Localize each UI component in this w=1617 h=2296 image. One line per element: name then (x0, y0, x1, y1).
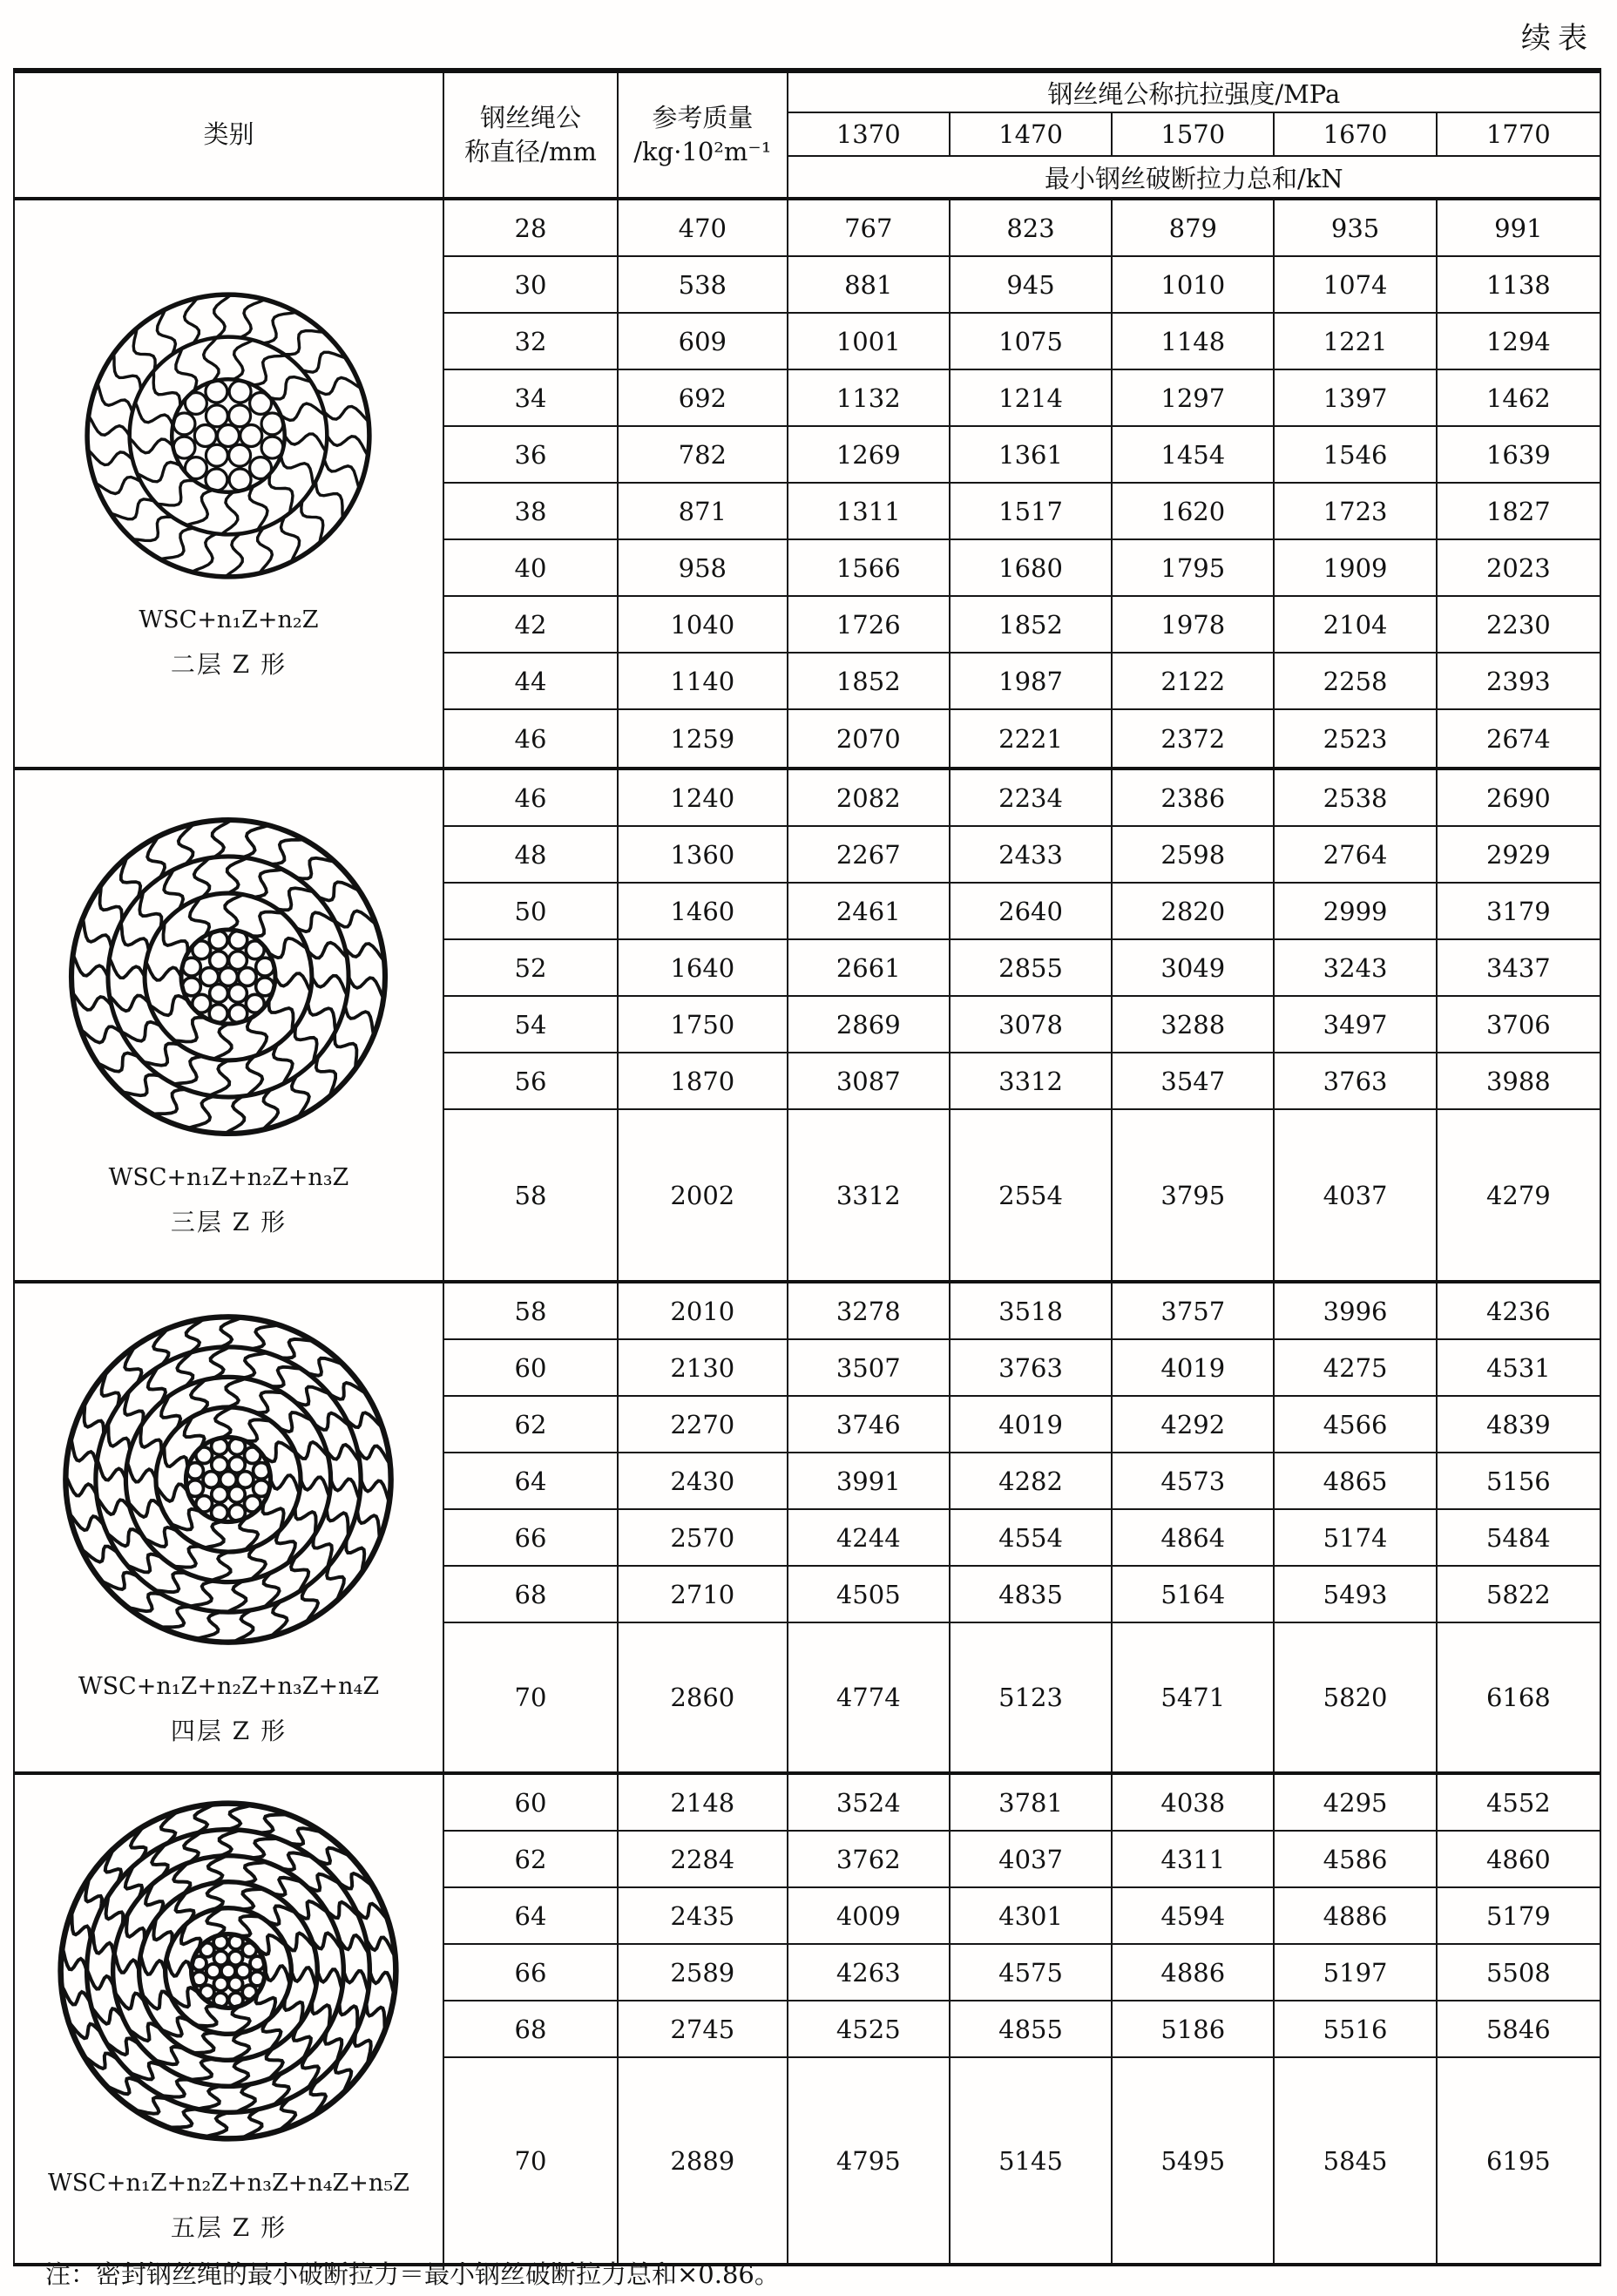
force-1470-cell: 2221 (951, 710, 1113, 767)
force-1470-cell: 4554 (951, 1510, 1113, 1567)
force-1670-cell: 3243 (1275, 940, 1437, 997)
diameter-cell: 70 (444, 1623, 619, 1771)
header-diameter (444, 73, 619, 197)
force-1370-cell: 2070 (788, 710, 951, 767)
force-1770-cell: 4531 (1438, 1340, 1600, 1397)
diameter-cell: 40 (444, 540, 619, 597)
force-1370-cell: 3087 (788, 1053, 951, 1110)
force-1670-cell: 4295 (1275, 1775, 1437, 1832)
force-1570-cell: 1620 (1113, 484, 1275, 540)
force-1370-cell: 1269 (788, 427, 951, 484)
force-1370-cell: 3991 (788, 1453, 951, 1510)
force-1670-cell: 1723 (1275, 484, 1437, 540)
force-1570-cell: 2820 (1113, 884, 1275, 940)
force-1570-cell: 4038 (1113, 1775, 1275, 1832)
force-1670-cell: 3996 (1275, 1283, 1437, 1340)
force-1570-cell: 1297 (1113, 370, 1275, 427)
force-1770-cell: 1827 (1438, 484, 1600, 540)
force-1670-cell: 5820 (1275, 1623, 1437, 1771)
rope-construction-formula: WSC+n₁Z+n₂Z (139, 606, 319, 633)
table-section-4-layer (15, 1280, 1600, 1771)
force-1670-cell: 2523 (1275, 710, 1437, 767)
mass-cell: 2010 (619, 1283, 788, 1340)
force-1470-cell: 1214 (951, 370, 1113, 427)
force-1370-cell: 4505 (788, 1567, 951, 1623)
force-1470-cell: 4037 (951, 1832, 1113, 1888)
force-1370-cell: 4774 (788, 1623, 951, 1771)
force-1570-cell: 5186 (1113, 2001, 1275, 2058)
force-1570-cell: 1454 (1113, 427, 1275, 484)
force-1370-cell: 1566 (788, 540, 951, 597)
mass-cell: 2570 (619, 1510, 788, 1567)
force-1470-cell: 2554 (951, 1110, 1113, 1280)
force-1670-cell: 2258 (1275, 654, 1437, 710)
table-header (15, 73, 1600, 200)
wire-rope-strength-table (13, 68, 1601, 2266)
category-labels (48, 2170, 409, 2244)
force-1370-cell: 1726 (788, 597, 951, 654)
force-1770-cell: 4279 (1485, 1180, 1551, 1210)
force-1570-cell: 5164 (1113, 1567, 1275, 1623)
force-1670-cell: 5493 (1275, 1567, 1437, 1623)
mass-cell: 1460 (619, 884, 788, 940)
mass-cell: 2710 (619, 1567, 788, 1623)
header-mass-line1: 参考质量 (652, 102, 754, 132)
force-1570-cell: 4292 (1113, 1397, 1275, 1453)
diameter-cell: 68 (444, 1567, 619, 1623)
force-1470-cell: 2234 (951, 770, 1113, 827)
force-1770-cell: 6195 (1485, 2145, 1551, 2176)
force-1670-cell: 3763 (1275, 1053, 1437, 1110)
diameter-cell: 36 (444, 427, 619, 484)
header-diameter-line2: 称直径/mm (464, 137, 597, 166)
force-1770-cell: 2929 (1438, 827, 1600, 884)
force-1770-cell: 5508 (1438, 1945, 1600, 2001)
force-1370-cell: 881 (788, 257, 951, 314)
force-1770-cell: 3706 (1438, 997, 1600, 1053)
mass-cell: 2745 (619, 2001, 788, 2058)
force-1670-cell: 5174 (1275, 1510, 1437, 1567)
force-1670-cell: 1909 (1275, 540, 1437, 597)
mass-cell: 692 (619, 370, 788, 427)
header-mass-line2: /kg·10²m⁻¹ (633, 137, 772, 166)
mass-cell: 1640 (619, 940, 788, 997)
force-1470-cell: 1075 (951, 314, 1113, 370)
force-1770-cell: 1639 (1438, 427, 1600, 484)
force-1770-cell: 3179 (1438, 884, 1600, 940)
mass-cell: 2148 (619, 1775, 788, 1832)
force-1570-cell: 4864 (1113, 1510, 1275, 1567)
force-1670-cell: 4865 (1275, 1453, 1437, 1510)
force-1670-cell: 2999 (1275, 884, 1437, 940)
force-1670-cell: 4275 (1275, 1340, 1437, 1397)
table-section-5-layer (15, 1771, 1600, 2263)
mass-cell: 2130 (619, 1340, 788, 1397)
rope-type-label: 四层 Z 形 (170, 1716, 288, 1745)
force-1770-cell: 2393 (1438, 654, 1600, 710)
header-diameter-line1: 钢丝绳公 (479, 102, 581, 132)
force-1370-cell: 1001 (788, 314, 951, 370)
force-1670-cell: 1221 (1275, 314, 1437, 370)
force-1670-cell: 935 (1275, 200, 1437, 257)
force-1670-cell: 2104 (1275, 597, 1437, 654)
force-1670-cell: 2538 (1275, 770, 1437, 827)
force-1770-cell: 5846 (1438, 2001, 1600, 2058)
force-1670-cell: 5845 (1275, 2058, 1437, 2263)
header-min-breaking-force: 最小钢丝破断拉力总和/kN (1044, 163, 1343, 193)
force-1370-cell: 2869 (788, 997, 951, 1053)
mass-cell: 1259 (619, 710, 788, 767)
diameter-cell: 28 (444, 200, 619, 257)
diameter-cell: 46 (444, 770, 619, 827)
diameter-cell: 56 (444, 1053, 619, 1110)
force-1770-cell: 2674 (1485, 723, 1551, 754)
force-1470-cell: 5145 (951, 2058, 1113, 2263)
force-1370-cell: 3278 (788, 1283, 951, 1340)
force-1670-cell: 4586 (1275, 1832, 1437, 1888)
force-1570-cell: 4573 (1113, 1453, 1275, 1510)
force-1370-cell: 3312 (788, 1110, 951, 1280)
force-1770-cell: 5822 (1438, 1567, 1600, 1623)
force-1470-cell: 3518 (951, 1283, 1113, 1340)
force-1470-cell: 4301 (951, 1888, 1113, 1945)
diameter-cell: 64 (444, 1888, 619, 1945)
force-1570-cell: 3049 (1113, 940, 1275, 997)
force-1370-cell: 2082 (788, 770, 951, 827)
force-1770-cell: 4236 (1438, 1283, 1600, 1340)
force-1570-cell: 3795 (1113, 1110, 1275, 1280)
rope-construction-formula: WSC+n₁Z+n₂Z+n₃Z+n₄Z+n₅Z (48, 2169, 409, 2197)
force-1770-cell: 2690 (1438, 770, 1600, 827)
diameter-cell: 66 (444, 1510, 619, 1567)
force-1670-cell: 5516 (1275, 2001, 1437, 2058)
mass-cell: 538 (619, 257, 788, 314)
diameter-cell: 60 (444, 1775, 619, 1832)
force-1570-cell: 4594 (1113, 1888, 1275, 1945)
force-1470-cell: 4282 (951, 1453, 1113, 1510)
force-1770-cell: 3437 (1438, 940, 1600, 997)
force-1570-cell: 5495 (1113, 2058, 1275, 2263)
force-1570-cell: 879 (1113, 200, 1275, 257)
force-1770-cell: 991 (1438, 200, 1600, 257)
force-1670-cell: 4886 (1275, 1888, 1437, 1945)
diameter-cell: 54 (444, 997, 619, 1053)
mass-cell: 1870 (619, 1053, 788, 1110)
force-1670-cell: 2764 (1275, 827, 1437, 884)
mass-cell: 958 (619, 540, 788, 597)
force-1770-cell: 5156 (1438, 1453, 1600, 1510)
force-1570-cell: 5471 (1113, 1623, 1275, 1771)
diameter-cell: 62 (444, 1832, 619, 1888)
header-reference-mass (619, 73, 788, 197)
force-1770-cell: 1138 (1438, 257, 1600, 314)
rope-type-label: 五层 Z 形 (170, 2212, 288, 2242)
mass-cell: 2430 (619, 1453, 788, 1510)
force-1370-cell: 2661 (788, 940, 951, 997)
force-1370-cell: 3507 (788, 1340, 951, 1397)
force-1370-cell: 3762 (788, 1832, 951, 1888)
rope-construction-formula: WSC+n₁Z+n₂Z+n₃Z (108, 1164, 349, 1191)
force-1770-cell: 2230 (1438, 597, 1600, 654)
force-1470-cell: 4835 (951, 1567, 1113, 1623)
diameter-cell: 34 (444, 370, 619, 427)
strength-grade: 1370 (788, 113, 951, 155)
category-cell (15, 200, 444, 767)
category-cell (15, 770, 444, 1280)
force-1770-cell: 6168 (1485, 1683, 1551, 1712)
force-1370-cell: 4009 (788, 1888, 951, 1945)
rope-construction-formula: WSC+n₁Z+n₂Z+n₃Z+n₄Z (78, 1672, 380, 1700)
diameter-cell: 66 (444, 1945, 619, 2001)
force-1370-cell: 4263 (788, 1945, 951, 2001)
force-1570-cell: 2122 (1113, 654, 1275, 710)
force-1470-cell: 3312 (951, 1053, 1113, 1110)
diameter-cell: 46 (444, 710, 619, 767)
diameter-cell: 58 (444, 1110, 619, 1280)
rope-type-label: 二层 Z 形 (170, 649, 288, 679)
mass-cell: 2284 (619, 1832, 788, 1888)
force-1470-cell: 5123 (951, 1623, 1113, 1771)
force-1770-cell: 4552 (1438, 1775, 1600, 1832)
mass-cell: 1360 (619, 827, 788, 884)
header-category: 类别 (15, 73, 444, 197)
force-1570-cell: 2386 (1113, 770, 1275, 827)
diameter-cell: 32 (444, 314, 619, 370)
category-cell (15, 1775, 444, 2263)
force-1470-cell: 4855 (951, 2001, 1113, 2058)
force-1570-cell: 1010 (1113, 257, 1275, 314)
diameter-cell: 52 (444, 940, 619, 997)
force-1670-cell: 1546 (1275, 427, 1437, 484)
force-1770-cell: 1462 (1438, 370, 1600, 427)
strength-grade: 1570 (1113, 113, 1275, 155)
force-1370-cell: 1132 (788, 370, 951, 427)
continued-table-label: 续表 (1521, 21, 1594, 56)
force-1570-cell: 3288 (1113, 997, 1275, 1053)
force-1570-cell: 2372 (1113, 710, 1275, 767)
force-1570-cell: 1978 (1113, 597, 1275, 654)
force-1370-cell: 1852 (788, 654, 951, 710)
force-1370-cell: 2461 (788, 884, 951, 940)
force-1770-cell: 5179 (1438, 1888, 1600, 1945)
table-section-2-layer (15, 200, 1600, 767)
force-1570-cell: 1795 (1113, 540, 1275, 597)
force-1470-cell: 1517 (951, 484, 1113, 540)
force-1470-cell: 1852 (951, 597, 1113, 654)
diameter-cell: 64 (444, 1453, 619, 1510)
force-1770-cell: 4839 (1438, 1397, 1600, 1453)
table-body (15, 200, 1600, 2263)
mass-cell: 2002 (619, 1110, 788, 1280)
force-1570-cell: 4886 (1113, 1945, 1275, 2001)
strength-grade: 1470 (951, 113, 1113, 155)
force-1470-cell: 945 (951, 257, 1113, 314)
force-1370-cell: 4244 (788, 1510, 951, 1567)
force-1470-cell: 2433 (951, 827, 1113, 884)
header-tensile-strength: 钢丝绳公称抗拉强度/MPa (788, 73, 1600, 113)
mass-cell: 1140 (619, 654, 788, 710)
force-1370-cell: 4795 (788, 2058, 951, 2263)
diameter-cell: 58 (444, 1283, 619, 1340)
diameter-cell: 38 (444, 484, 619, 540)
strength-grade: 1770 (1485, 119, 1551, 149)
force-1570-cell: 4311 (1113, 1832, 1275, 1888)
mass-cell: 1240 (619, 770, 788, 827)
force-1470-cell: 4575 (951, 1945, 1113, 2001)
force-1570-cell: 2598 (1113, 827, 1275, 884)
mass-cell: 2889 (619, 2058, 788, 2263)
force-1570-cell: 4019 (1113, 1340, 1275, 1397)
mass-cell: 609 (619, 314, 788, 370)
force-1470-cell: 1680 (951, 540, 1113, 597)
mass-cell: 2589 (619, 1945, 788, 2001)
mass-cell: 2860 (619, 1623, 788, 1771)
category-labels (78, 1673, 379, 1747)
force-1370-cell: 4525 (788, 2001, 951, 2058)
rope-cross-section-2-layer-icon (80, 288, 376, 584)
force-1470-cell: 1361 (951, 427, 1113, 484)
force-1670-cell: 3497 (1275, 997, 1437, 1053)
diameter-cell: 68 (444, 2001, 619, 2058)
strength-grade: 1670 (1275, 113, 1437, 155)
diameter-cell: 62 (444, 1397, 619, 1453)
force-1570-cell: 3547 (1113, 1053, 1275, 1110)
rope-type-label: 三层 Z 形 (170, 1208, 288, 1236)
force-1470-cell: 2640 (951, 884, 1113, 940)
mass-cell: 470 (619, 200, 788, 257)
category-labels (139, 606, 318, 681)
force-1670-cell: 1074 (1275, 257, 1437, 314)
rope-cross-section-5-layer-icon (52, 1795, 404, 2147)
header-strength-grades (788, 113, 1600, 157)
diameter-cell: 60 (444, 1340, 619, 1397)
diameter-cell: 70 (444, 2058, 619, 2263)
diameter-cell: 44 (444, 654, 619, 710)
force-1370-cell: 767 (788, 200, 951, 257)
category-labels (109, 1164, 349, 1238)
category-cell (15, 1283, 444, 1771)
mass-cell: 2435 (619, 1888, 788, 1945)
force-1470-cell: 1987 (951, 654, 1113, 710)
force-1470-cell: 4019 (951, 1397, 1113, 1453)
force-1670-cell: 5197 (1275, 1945, 1437, 2001)
diameter-cell: 42 (444, 597, 619, 654)
rope-cross-section-4-layer-icon (58, 1309, 399, 1650)
force-1370-cell: 2267 (788, 827, 951, 884)
force-1470-cell: 3763 (951, 1340, 1113, 1397)
force-1470-cell: 3078 (951, 997, 1113, 1053)
mass-cell: 1750 (619, 997, 788, 1053)
force-1770-cell: 1294 (1438, 314, 1600, 370)
mass-cell: 871 (619, 484, 788, 540)
force-1470-cell: 3781 (951, 1775, 1113, 1832)
footnote: 注：密封钢丝绳的最小破断拉力＝最小钢丝破断拉力总和×0.86。 (45, 2259, 780, 2289)
diameter-cell: 50 (444, 884, 619, 940)
force-1770-cell: 4860 (1438, 1832, 1600, 1888)
force-1770-cell: 5484 (1438, 1510, 1600, 1567)
rope-cross-section-3-layer-icon (64, 812, 393, 1141)
force-1370-cell: 1311 (788, 484, 951, 540)
force-1570-cell: 3757 (1113, 1283, 1275, 1340)
mass-cell: 1040 (619, 597, 788, 654)
force-1370-cell: 3746 (788, 1397, 951, 1453)
force-1770-cell: 3988 (1438, 1053, 1600, 1110)
force-1570-cell: 1148 (1113, 314, 1275, 370)
force-1770-cell: 2023 (1438, 540, 1600, 597)
force-1670-cell: 1397 (1275, 370, 1437, 427)
force-1470-cell: 2855 (951, 940, 1113, 997)
diameter-cell: 48 (444, 827, 619, 884)
force-1670-cell: 4566 (1275, 1397, 1437, 1453)
force-1370-cell: 3524 (788, 1775, 951, 1832)
mass-cell: 2270 (619, 1397, 788, 1453)
force-1470-cell: 823 (951, 200, 1113, 257)
diameter-cell: 30 (444, 257, 619, 314)
table-section-3-layer (15, 767, 1600, 1280)
force-1670-cell: 4037 (1275, 1110, 1437, 1280)
mass-cell: 782 (619, 427, 788, 484)
